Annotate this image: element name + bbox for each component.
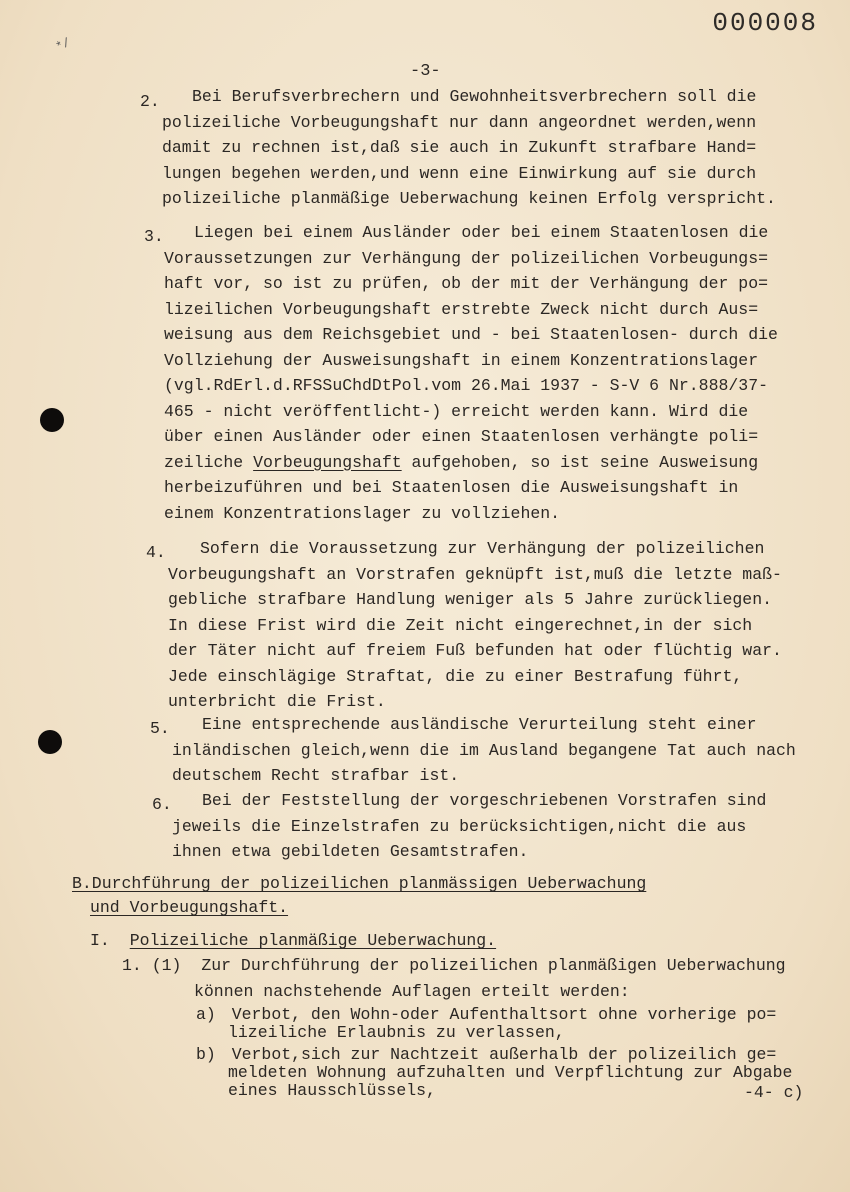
text-line: unterbricht die Frist.: [168, 692, 386, 711]
punch-hole-icon: [38, 730, 62, 754]
text-line: In diese Frist wird die Zeit nicht eingerechnet,in der sich: [168, 615, 753, 635]
text-line: inländischen gleich,wenn die im Ausland begangene Tat auch nach: [172, 740, 796, 760]
text-line: lizeiliche Erlaubnis zu verlassen,: [228, 1023, 565, 1042]
text-line: der Täter nicht auf freiem Fuß befunden hat oder flüchtig war.: [168, 641, 782, 660]
continuation-marker: -4- c): [744, 1083, 804, 1102]
text-line: ihnen etwa gebildeten Gesamtstrafen.: [172, 842, 529, 861]
text-line: eines Hausschlüssels,: [228, 1081, 436, 1100]
paragraph-5: [150, 712, 796, 789]
paragraph-3: [144, 220, 778, 526]
paragraph-4: [146, 536, 782, 715]
document-number: 000008: [712, 8, 818, 38]
text-line: gebliche strafbare Handlung weniger als 5 Jahre zurückliegen.: [168, 590, 772, 609]
text-line: Bei Berufsverbrechern und Gewohnheitsverbrechern soll die: [192, 87, 757, 106]
text-line: haft vor, so ist zu prüfen, ob der mit der Verhängung der po=: [164, 274, 768, 293]
section-i-heading: [90, 929, 496, 953]
text-line: Sofern die Voraussetzung zur Verhängung der polizeilichen: [200, 539, 765, 558]
text-line: deutschem Recht strafbar ist.: [172, 766, 460, 785]
section-b-title-line1: B.Durchführung der polizeilichen planmässigen Ueberwachung: [72, 874, 647, 893]
section-i-numeral: I.: [90, 931, 110, 950]
paragraph-number: 4.: [146, 543, 166, 562]
section-b-title-line2: und Vorbeugungshaft.: [90, 898, 289, 917]
page-number: -3-: [410, 62, 441, 81]
sub-item-label: b): [196, 1045, 216, 1064]
sub-item-b: [196, 1046, 792, 1100]
item-1-label: 1. (1): [122, 956, 182, 975]
paragraph-number: 3.: [144, 227, 164, 246]
text-line: herbeizuführen und bei Staatenlosen die Ausweisungshaft in: [164, 478, 739, 497]
text-line: können nachstehende Auflagen erteilt werden:: [194, 981, 630, 1001]
sub-item-a: [196, 1006, 776, 1042]
item-1: [122, 953, 786, 1004]
underlined-word: Vorbeugungshaft: [253, 452, 402, 472]
text-line: Verbot,sich zur Nachtzeit außerhalb der polizeilich ge=: [231, 1045, 777, 1064]
text-line: Zur Durchführung der polizeilichen planmäßigen Ueberwachung: [201, 956, 786, 975]
text-line: Liegen bei einem Ausländer oder bei einem Staatenlosen die: [194, 223, 769, 242]
text-line: Verbot, den Wohn-oder Aufenthaltsort ohne vorherige po=: [231, 1005, 777, 1024]
text-line: Voraussetzungen zur Verhängung der polizeilichen Vorbeugungs=: [164, 248, 768, 268]
paragraph-number: 2.: [140, 92, 160, 111]
text-line: einem Konzentrationslager zu vollziehen.: [164, 503, 561, 523]
paragraph-2: [140, 84, 776, 212]
text-line: weisung aus dem Reichsgebiet und - bei Staatenlosen- durch die: [164, 325, 778, 344]
text-line: 465 - nicht veröffentlicht-) erreicht werden kann. Wird die: [164, 401, 749, 421]
text-line: jeweils die Einzelstrafen zu berücksichtigen,nicht die aus: [172, 816, 747, 836]
section-b-heading: [72, 872, 646, 920]
text-line-underlined: zeiliche Vorbeugungshaft aufgehoben, so ist seine Ausweisung: [164, 452, 759, 472]
text-line: damit zu rechnen ist,daß sie auch in Zukunft strafbare Hand=: [162, 138, 757, 157]
text-line: über einen Ausländer oder einen Staatenlosen verhängte poli=: [164, 427, 759, 446]
text-line: meldeten Wohnung aufzuhalten und Verpflichtung zur Abgabe: [228, 1063, 793, 1082]
text-line: Vollziehung der Ausweisungshaft in einem Konzentrationslager: [164, 350, 759, 370]
paragraph-6: [152, 788, 767, 865]
text-line: (vgl.RdErl.d.RFSSuChdDtPol.vom 26.Mai 1937 - S-V 6 Nr.888/37-: [164, 376, 768, 395]
text-line: polizeiliche Vorbeugungshaft nur dann angeordnet werden,wenn: [162, 112, 757, 132]
paragraph-number: 6.: [152, 795, 172, 814]
text-line: polizeiliche planmäßige Ueberwachung keinen Erfolg verspricht.: [162, 189, 776, 208]
text-line: Bei der Feststellung der vorgeschriebenen Vorstrafen sind: [202, 791, 767, 810]
punch-hole-icon: [40, 408, 64, 432]
section-i-title: Polizeiliche planmäßige Ueberwachung.: [129, 931, 497, 950]
text-line: Jede einschlägige Straftat, die zu einer Bestrafung führt,: [168, 666, 743, 686]
paragraph-number: 5.: [150, 719, 170, 738]
text-line: Vorbeugungshaft an Vorstrafen geknüpft ist,muß die letzte maß-: [168, 564, 782, 584]
sub-item-label: a): [196, 1005, 216, 1024]
corner-pen-mark: */: [53, 35, 73, 55]
text-line: lungen begehen werden,und wenn eine Einwirkung auf sie durch: [162, 163, 757, 183]
text-line: Eine entsprechende ausländische Verurteilung steht einer: [202, 715, 757, 734]
text-line: lizeilichen Vorbeugungshaft erstrebte Zweck nicht durch Aus=: [164, 299, 759, 319]
